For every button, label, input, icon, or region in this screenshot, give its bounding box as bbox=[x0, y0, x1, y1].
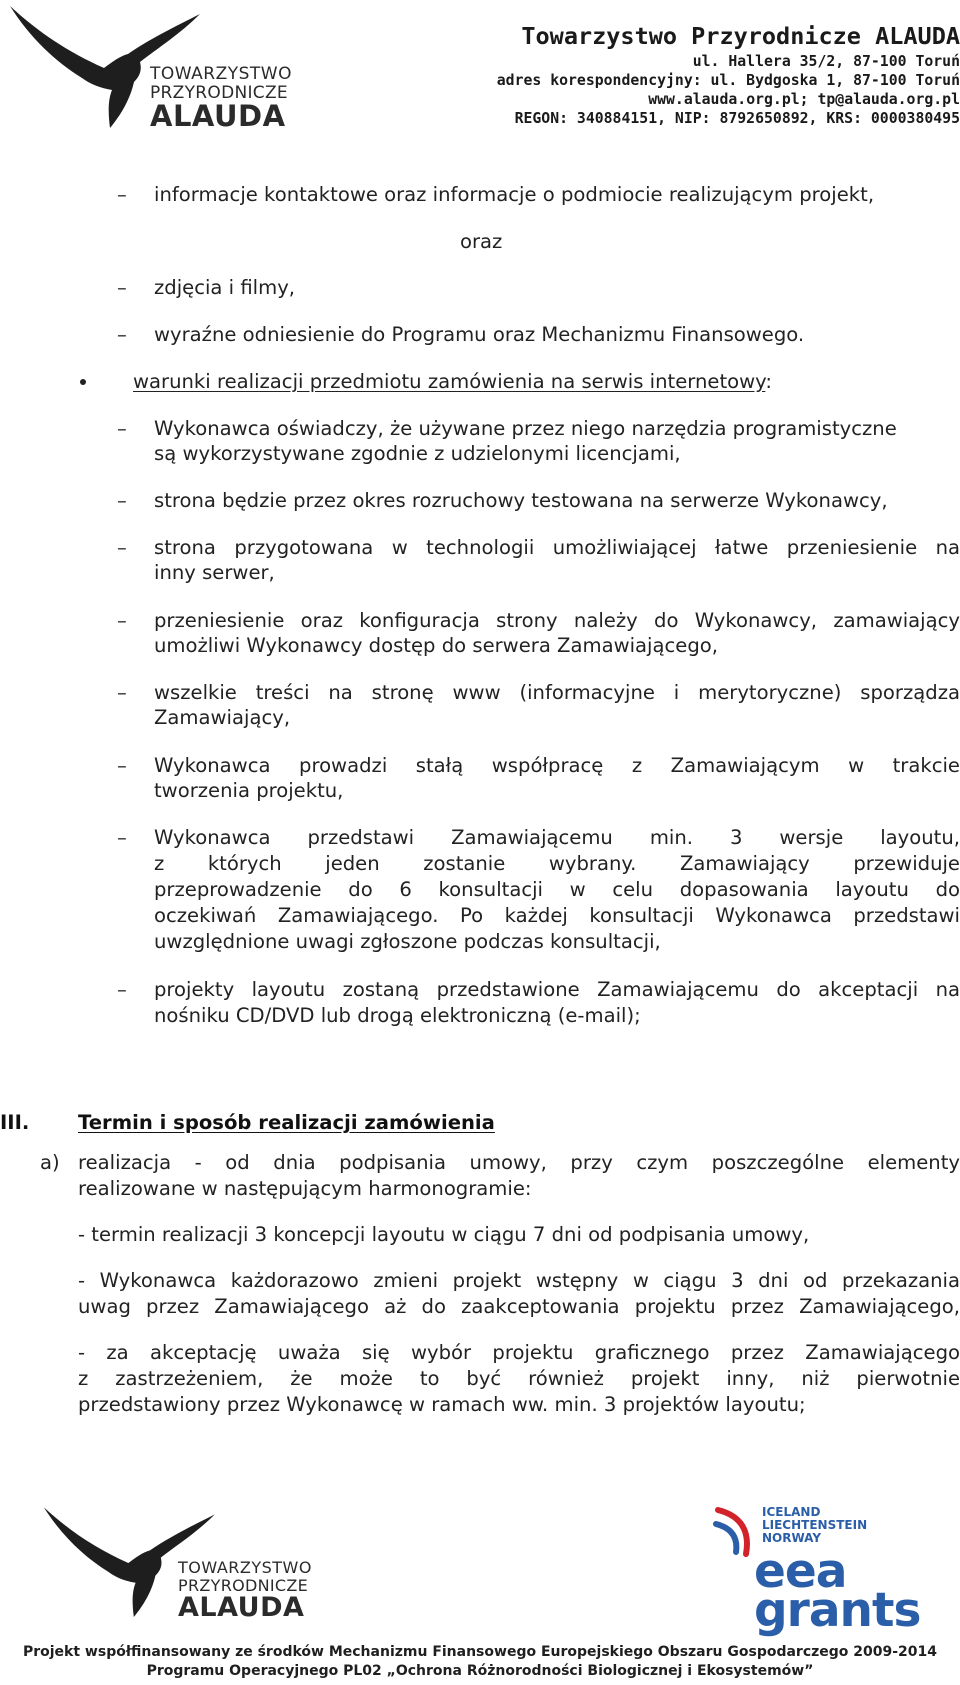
dash: – bbox=[117, 323, 127, 346]
organization-header bbox=[420, 20, 960, 128]
paragraph-line: - Wykonawca każdorazowo zmieni projekt wstępny w ciągu 3 dni od przekazania bbox=[78, 1269, 960, 1292]
eea-country-1: ICELAND bbox=[762, 1505, 821, 1519]
dash: – bbox=[117, 754, 127, 777]
paragraph-line: - za akceptację uważa się wybór projektu graficznego przez Zamawiającego bbox=[78, 1341, 960, 1364]
org-web-email: www.alauda.org.pl; tp@alauda.org.pl bbox=[648, 91, 960, 108]
section-title: Termin i sposób realizacji zamówienia bbox=[78, 1111, 495, 1134]
dash: – bbox=[117, 826, 127, 849]
bullet-heading-colon: : bbox=[765, 370, 772, 393]
list-item-continuation: są wykorzystywane zgodnie z udzielonymi licencjami, bbox=[154, 442, 681, 465]
dash: – bbox=[117, 417, 127, 440]
eea-country-3: NORWAY bbox=[762, 1531, 822, 1545]
paragraph-line: z zastrzeżeniem, że może to być również projekt inny, niż pierwotnie bbox=[78, 1367, 960, 1390]
list-item-continuation: umożliwi Wykonawcy dostęp do serwera Zamawiającego, bbox=[154, 634, 718, 657]
list-item-continuation: tworzenia projektu, bbox=[154, 779, 344, 802]
list-item: Wykonawca oświadczy, że używane przez niego narzędzia programistyczne bbox=[154, 417, 897, 440]
list-item: wszelkie treści na stronę www (informacyjne i merytoryczne) sporządza bbox=[154, 681, 960, 704]
list-item: wyraźne odniesienie do Programu oraz Mechanizmu Finansowego. bbox=[154, 323, 805, 346]
list-item-continuation: przeprowadzenie do 6 konsultacji w celu dopasowania layoutu do bbox=[154, 878, 960, 901]
dash: – bbox=[117, 536, 127, 559]
dash: – bbox=[117, 978, 127, 1001]
bullet-heading-text: warunki realizacji przedmiotu zamówienia na serwis internetowy bbox=[133, 370, 766, 393]
section-number: III. bbox=[0, 1111, 30, 1134]
list-item: strona będzie przez okres rozruchowy testowana na serwerze Wykonawcy, bbox=[154, 489, 888, 512]
bullet-heading bbox=[133, 369, 772, 395]
logo-text-2: PRZYRODNICZE bbox=[150, 83, 288, 103]
dash: – bbox=[117, 276, 127, 299]
eea-word: eea bbox=[754, 1544, 847, 1599]
grants-word: grants bbox=[754, 1583, 921, 1638]
flag-swoosh-icon bbox=[712, 1506, 752, 1558]
dash: – bbox=[117, 183, 127, 206]
paragraph-line: uwag przez Zamawiającego aż do zaakceptowania projektu przez Zamawiającego, bbox=[78, 1295, 960, 1318]
dash: – bbox=[117, 609, 127, 632]
list-item: projekty layoutu zostaną przedstawione Zamawiającemu do akceptacji na bbox=[154, 978, 960, 1001]
list-item: strona przygotowana w technologii umożliwiającej łatwe przeniesienie na bbox=[154, 536, 960, 559]
alauda-logo-footer bbox=[42, 1503, 312, 1623]
list-item: informacje kontaktowe oraz informacje o podmiocie realizującym projekt, bbox=[154, 183, 875, 206]
logo-text-3: ALAUDA bbox=[178, 1592, 305, 1623]
bullet-dot bbox=[80, 379, 86, 385]
list-item-continuation: Zamawiający, bbox=[154, 706, 291, 729]
logo-text-1: TOWARZYSTWO bbox=[178, 1558, 312, 1577]
list-item-continuation: z których jeden zostanie wybrany. Zamawiający przewiduje bbox=[154, 852, 960, 875]
paragraph-line: realizowane w następującym harmonogramie: bbox=[78, 1177, 532, 1200]
org-name: Towarzystwo Przyrodnicze ALAUDA bbox=[521, 22, 960, 50]
org-address: ul. Hallera 35/2, 87-100 Toruń bbox=[692, 53, 960, 70]
list-item: zdjęcia i filmy, bbox=[154, 276, 296, 299]
org-correspondence: adres korespondencyjny: ul. Bydgoska 1, 87-100 Toruń bbox=[496, 72, 960, 89]
list-item-continuation: inny serwer, bbox=[154, 561, 275, 584]
list-item: Wykonawca przedstawi Zamawiającemu min. 3 wersje layoutu, bbox=[154, 826, 960, 849]
logo-text-1: TOWARZYSTWO bbox=[150, 64, 292, 84]
list-item: przeniesienie oraz konfiguracja strony należy do Wykonawcy, zamawiający bbox=[154, 609, 960, 632]
logo-text-2: PRZYRODNICZE bbox=[178, 1576, 309, 1595]
logo-text-3: ALAUDA bbox=[150, 99, 286, 133]
paragraph-line: przedstawiony przez Wykonawcę w ramach ww. min. 3 projektów layoutu; bbox=[78, 1393, 806, 1416]
footer-line-1: Projekt współfinansowany ze środków Mechanizmu Finansowego Europejskiego Obszaru Gospodarczego 2009-2014 bbox=[22, 1644, 938, 1660]
org-registry: REGON: 340884151, NIP: 8792650892, KRS: 0000380495 bbox=[514, 110, 960, 127]
paragraph-line: realizacja - od dnia podpisania umowy, przy czym poszczególne elementy bbox=[78, 1151, 960, 1174]
list-item-continuation: oczekiwań Zamawiającego. Po każdej konsultacji Wykonawca przedstawi bbox=[154, 904, 960, 927]
list-item: Wykonawca prowadzi stałą współpracę z Zamawiającym w trakcie bbox=[154, 754, 960, 777]
paragraph-line: - termin realizacji 3 koncepcji layoutu w ciągu 7 dni od podpisania umowy, bbox=[78, 1223, 810, 1246]
item-label-a: a) bbox=[40, 1151, 60, 1174]
alauda-logo bbox=[8, 4, 298, 132]
dash: – bbox=[117, 489, 127, 512]
list-item-continuation: uwzględnione uwagi zgłoszone podczas konsultacji, bbox=[154, 930, 661, 953]
list-item-continuation: oraz bbox=[460, 230, 503, 253]
eea-country-2: LIECHTENSTEIN bbox=[762, 1518, 868, 1532]
dash: – bbox=[117, 681, 127, 704]
list-item-continuation: nośniku CD/DVD lub drogą elektroniczną (e-mail); bbox=[154, 1004, 641, 1027]
footer-line-2: Programu Operacyjnego PL02 „Ochrona Różnorodności Biologicznej i Ekosystemów” bbox=[146, 1663, 814, 1679]
